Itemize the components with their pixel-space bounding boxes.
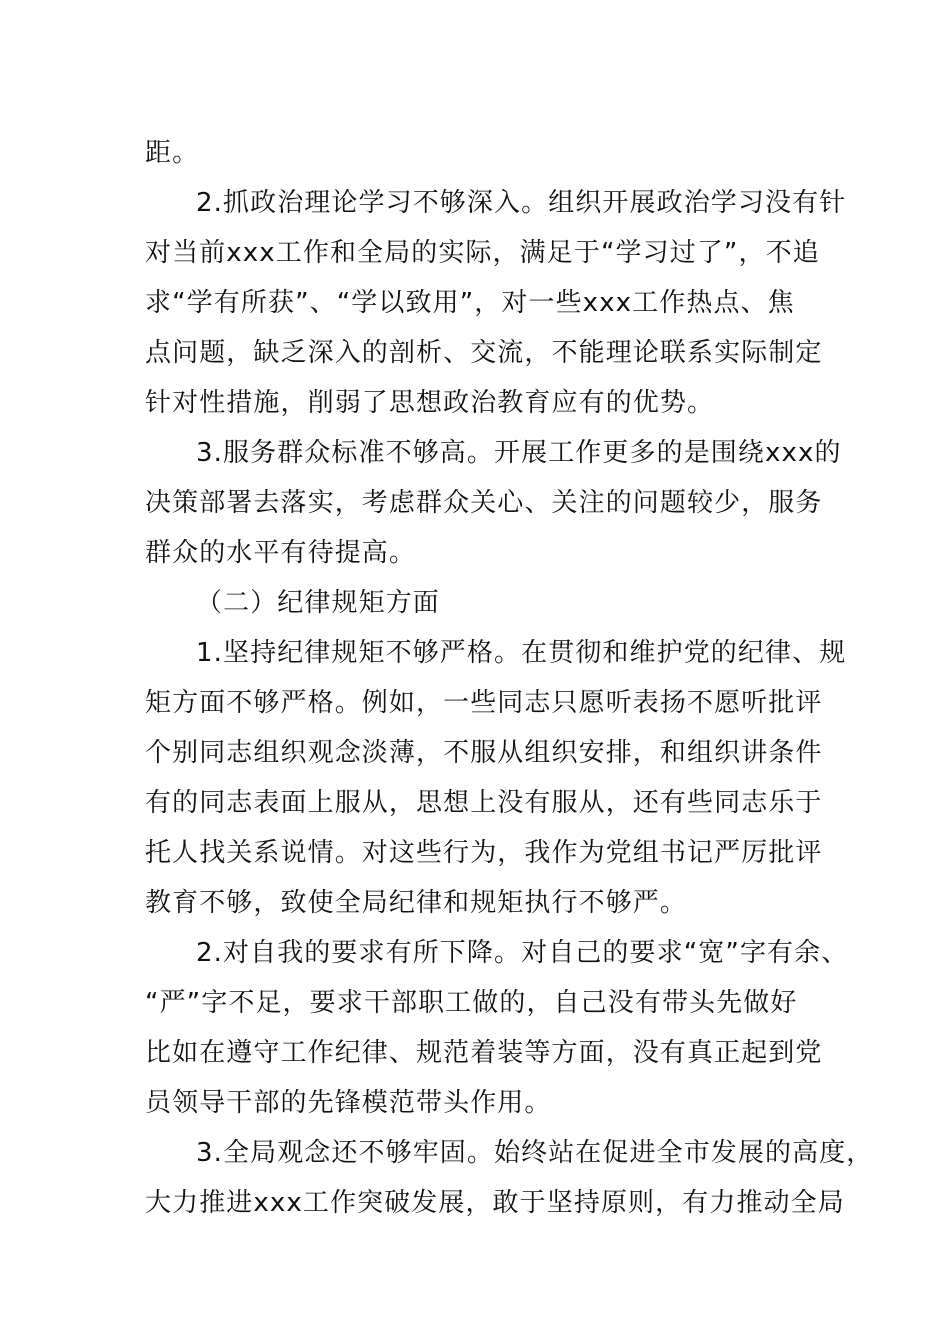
text-line: 员领导干部的先锋模范带头作用。 xyxy=(145,1088,552,1118)
text-line: 针对性措施，削弱了思想政治教育应有的优势。 xyxy=(145,388,715,418)
text-line: 大力推进xxx工作突破发展，敢于坚持原则，有力推动全局 xyxy=(145,1188,845,1218)
text-line: 对当前xxx工作和全局的实际，满足于“学习过了”，不追 xyxy=(145,238,820,268)
text-line: 1.坚持纪律规矩不够严格。在贯彻和维护党的纪律、规 xyxy=(196,638,847,668)
section-heading: （二）纪律规矩方面 xyxy=(196,588,440,618)
text-line: 有的同志表面上服从，思想上没有服从，还有些同志乐于 xyxy=(145,788,823,818)
text-line: 个别同志组织观念淡薄，不服从组织安排，和组织讲条件 xyxy=(145,738,823,768)
text-line: 2.对自我的要求有所下降。对自己的要求“宽”字有余、 xyxy=(196,938,849,968)
text-line: “严”字不足，要求干部职工做的，自己没有带头先做好 xyxy=(145,988,798,1018)
text-line: 群众的水平有待提高。 xyxy=(145,538,417,568)
text-line: 距。 xyxy=(145,138,200,168)
text-line: 托人找关系说情。对这些行为，我作为党组书记严厉批评 xyxy=(145,838,823,868)
text-line: 求“学有所获”、“学以致用”，对一些xxx工作热点、焦 xyxy=(145,288,795,318)
text-line: 3.服务群众标准不够高。开展工作更多的是围绕xxx的 xyxy=(196,438,842,468)
text-line: 2.抓政治理论学习不够深入。组织开展政治学习没有针 xyxy=(196,188,847,218)
text-line: 矩方面不够严格。例如，一些同志只愿听表扬不愿听批评 xyxy=(145,688,823,718)
text-line: 点问题，缺乏深入的剖析、交流，不能理论联系实际制定 xyxy=(145,338,823,368)
text-line: 比如在遵守工作纪律、规范着装等方面，没有真正起到党 xyxy=(145,1038,823,1068)
text-line: 决策部署去落实，考虑群众关心、关注的问题较少，服务 xyxy=(145,488,823,518)
text-line: 3.全局观念还不够牢固。始终站在促进全市发展的高度， xyxy=(196,1138,874,1168)
text-line: 教育不够，致使全局纪律和规矩执行不够严。 xyxy=(145,888,688,918)
